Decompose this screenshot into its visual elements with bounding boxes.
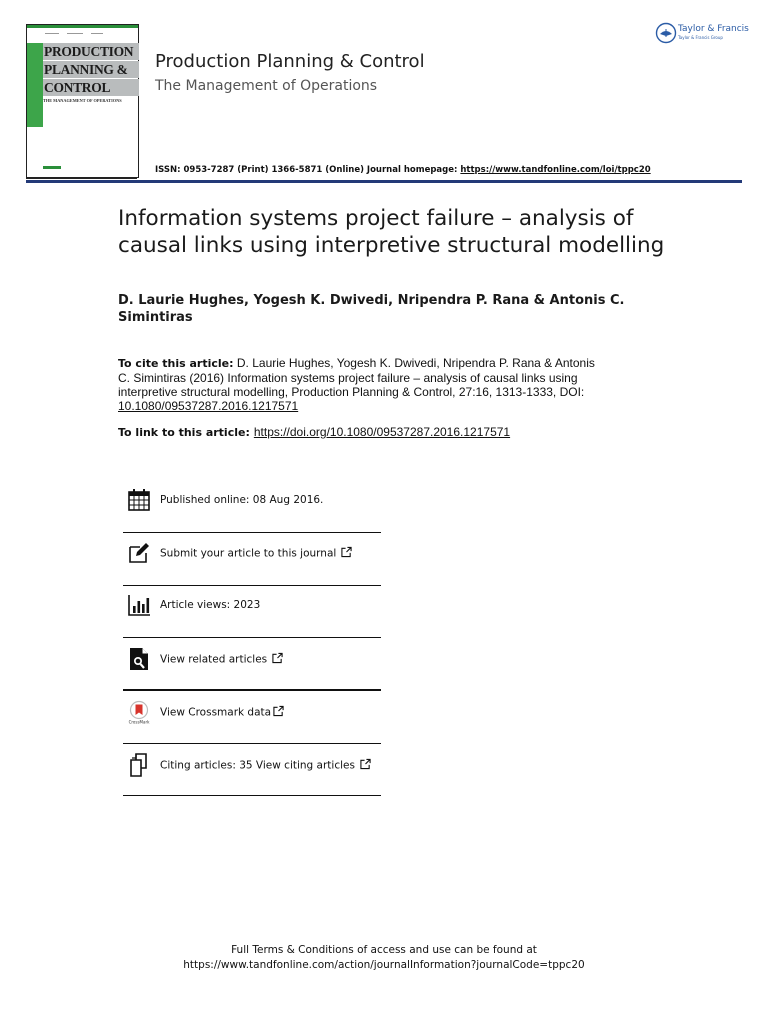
citing-articles-label[interactable] — [160, 759, 371, 772]
cover-title-line: CONTROL — [43, 79, 139, 96]
external-link-icon — [341, 547, 352, 558]
cover-top-bar — [27, 25, 138, 28]
journal-subtitle: The Management of Operations — [155, 78, 378, 94]
journal-homepage-link[interactable]: https://www.tandfonline.com/loi/tppc20 — [460, 165, 651, 175]
cover-footer-bar — [43, 166, 61, 169]
terms-footer — [0, 943, 768, 973]
publisher-name[interactable]: Taylor & Francis — [678, 24, 749, 34]
search-document-icon — [127, 647, 151, 671]
related-articles-row[interactable] — [123, 633, 381, 685]
cover-title-line: PLANNING & — [43, 61, 139, 78]
bar-chart-icon — [127, 593, 151, 617]
related-articles-label[interactable] — [160, 653, 283, 666]
submit-article-label[interactable] — [160, 547, 352, 560]
cover-top-text — [45, 33, 59, 34]
cover-underline — [26, 178, 137, 179]
publisher-group: Taylor & Francis Group — [678, 35, 723, 40]
taylor-francis-logo-icon — [655, 22, 677, 44]
header-divider — [26, 180, 742, 183]
article-link-label: To link to this article: — [118, 426, 250, 439]
crossmark-text: View Crossmark data — [160, 706, 272, 719]
article-authors: D. Laurie Hughes, Yogesh K. Dwivedi, Nripendra P. Rana & Antonis C. Simintiras — [118, 293, 625, 325]
published-online-label: Published online: 08 Aug 2016. — [160, 494, 324, 506]
journal-title: Production Planning & Control — [155, 51, 425, 72]
external-link-icon — [273, 706, 284, 717]
citation-text: D. Laurie Hughes, Yogesh K. Dwivedi, Nripendra P. Rana & Antonis C. Simintiras (2016) Information systems project failure – analysis of causal links using interpretive structural modelling, Production Planning & Control, 27:16, 1313-1333, DOI: — [118, 356, 595, 399]
cover-top-text — [91, 33, 103, 34]
related-articles-text: View related articles — [160, 653, 268, 666]
article-views-label: Article views: 2023 — [160, 599, 261, 611]
terms-link[interactable]: https://www.tandfonline.com/action/journalInformation?journalCode=tppc20 — [183, 959, 585, 971]
citation-label: To cite this article: — [118, 357, 234, 370]
calendar-icon — [127, 488, 151, 512]
crossmark-label[interactable] — [160, 706, 284, 719]
crossmark-caption: CrossMark — [128, 719, 150, 724]
edit-icon — [127, 541, 151, 565]
submit-article-text: Submit your article to this journal — [160, 547, 337, 560]
citation-block — [118, 356, 598, 413]
citing-articles-text: Citing articles: 35 View citing articles — [160, 759, 355, 772]
cover-title-line: PRODUCTION — [43, 43, 139, 60]
external-link-icon — [272, 653, 283, 664]
issn-text: ISSN: 0953-7287 (Print) 1366-5871 (Online) Journal homepage: — [155, 165, 461, 175]
article-title: Information systems project failure – analysis of causal links using interpretive structural modelling — [118, 206, 665, 258]
journal-cover — [26, 24, 139, 178]
cover-subtitle: THE MANAGEMENT OF OPERATIONS — [43, 98, 122, 103]
citation-doi-link[interactable]: 10.1080/09537287.2016.1217571 — [118, 399, 299, 413]
external-link-icon — [360, 759, 371, 770]
article-doi-link[interactable]: https://doi.org/10.1080/09537287.2016.1217571 — [253, 425, 511, 439]
row-divider — [123, 795, 381, 796]
cover-green-strip — [27, 43, 43, 127]
crossmark-row[interactable] — [123, 686, 381, 738]
terms-line: Full Terms & Conditions of access and use can be found at — [231, 944, 537, 956]
article-link-block — [118, 425, 510, 439]
article-views-row — [123, 579, 381, 631]
citing-articles-row[interactable] — [123, 739, 381, 791]
citing-documents-icon — [127, 753, 151, 777]
published-online-row — [123, 474, 381, 526]
issn-line — [155, 165, 651, 175]
crossmark-icon — [127, 700, 151, 724]
submit-article-row[interactable] — [123, 527, 381, 579]
cover-top-text — [67, 33, 83, 34]
